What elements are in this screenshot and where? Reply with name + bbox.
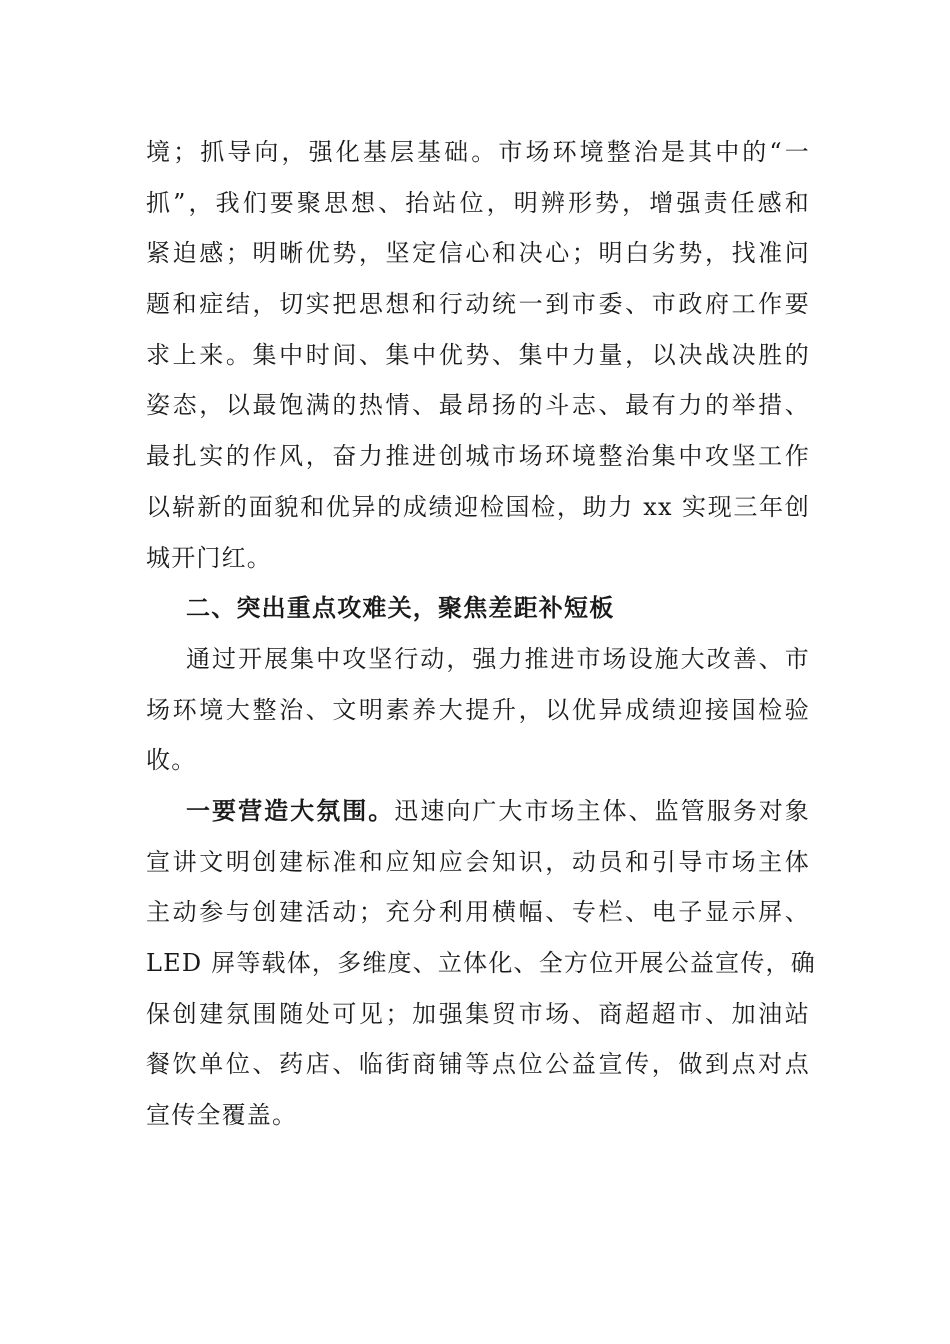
text-line: 题和症结，切实把思想和行动统一到市委、市政府工作要 bbox=[146, 290, 810, 319]
text-line: 收。 bbox=[146, 746, 197, 775]
text-line: 以崭新的面貌和优异的成绩迎检国检，助力 xx 实现三年创 bbox=[146, 492, 810, 521]
text-line: 城开门红。 bbox=[146, 543, 272, 572]
paragraph-1 bbox=[146, 127, 810, 583]
text-line: 场环境大整治、文明素养大提升，以优异成绩迎接国检验 bbox=[146, 695, 810, 724]
text-line: 宣传全覆盖。 bbox=[146, 1101, 298, 1130]
text-line bbox=[146, 786, 810, 837]
text-line: 主动参与创建活动；充分利用横幅、专栏、电子显示屏、 bbox=[146, 898, 810, 927]
paragraph-lead: 一要营造大氛围。 bbox=[186, 796, 395, 825]
text-line: 姿态，以最饱满的热情、最昂扬的斗志、最有力的举措、 bbox=[146, 391, 810, 420]
text-line: 保创建氛围随处可见；加强集贸市场、商超超市、加油站 bbox=[146, 999, 810, 1028]
text-line: LED 屏等载体，多维度、立体化、全方位开展公益宣传，确 bbox=[146, 949, 816, 977]
text-line: 通过开展集中攻坚行动，强力推进市场设施大改善、市 bbox=[186, 644, 810, 673]
text-line: 宣讲文明创建标准和应知应会知识，动员和引导市场主体 bbox=[146, 847, 810, 876]
paragraph-2 bbox=[146, 634, 810, 786]
document-body bbox=[146, 127, 816, 1141]
text-line: 餐饮单位、药店、临街商铺等点位公益宣传，做到点对点 bbox=[146, 1050, 810, 1079]
text-line: 紧迫感；明晰优势，坚定信心和决心；明白劣势，找准问 bbox=[146, 239, 810, 268]
text-line: 求上来。集中时间、集中优势、集中力量，以决战决胜的 bbox=[146, 340, 810, 369]
paragraph-lead-rest: 迅速向广大市场主体、监管服务对象 bbox=[394, 796, 810, 825]
text-line: 抓”，我们要聚思想、抬站位，明辨形势，增强责任感和 bbox=[146, 188, 810, 217]
text-line: 境；抓导向，强化基层基础。市场环境整治是其中的“一 bbox=[146, 138, 810, 166]
section-heading: 二、突出重点攻难关，聚焦差距补短板 bbox=[186, 594, 615, 623]
text-line: 最扎实的作风，奋力推进创城市场环境整治集中攻坚工作 bbox=[146, 442, 810, 471]
paragraph-3 bbox=[146, 786, 816, 1141]
